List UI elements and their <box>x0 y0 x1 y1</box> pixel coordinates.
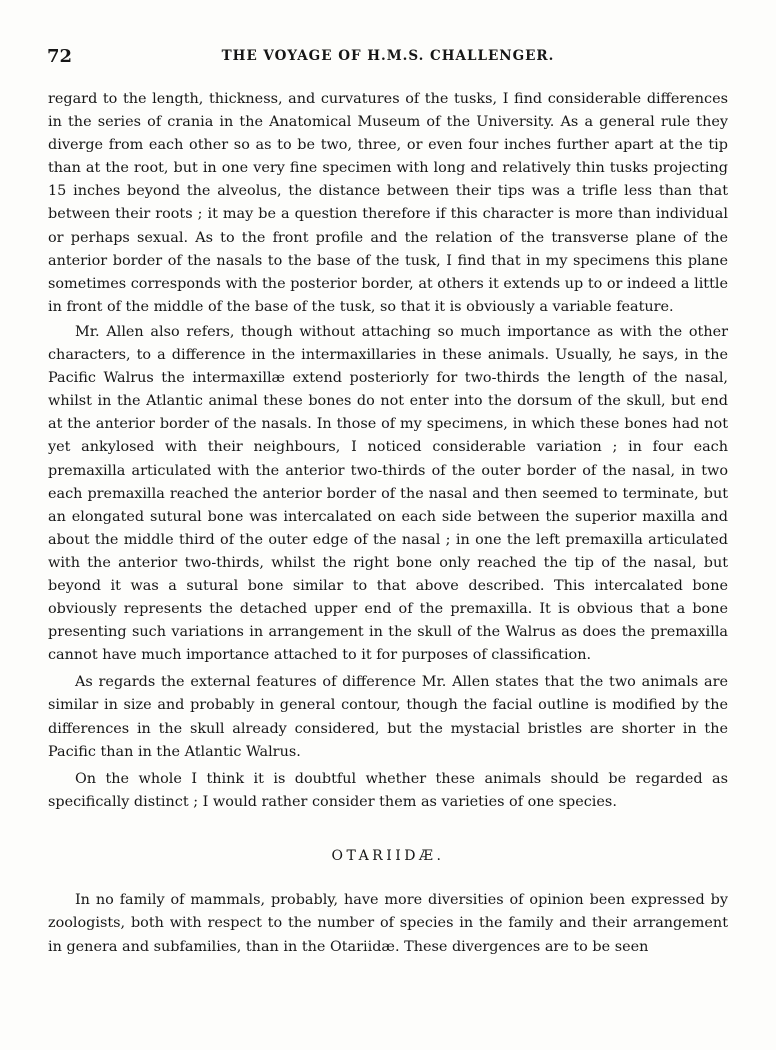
section-title: OTARIIDÆ. <box>331 847 445 864</box>
paragraph-intermaxillaries: Mr. Allen also refers, though without attaching so much importance as with the other characters, to a difference in the intermaxillaries in these animals. Usually, he says, in the Pacific Walrus the intermaxillæ extend posteriorly for two-thirds the length of the nasal, whilst in the Atlantic animal these bones do not enter into the dorsum of the skull, but end at the anterior border of the nasals. In those of my specimens, in which these bones had not yet ankylosed with their neighbours, I noticed considerable variation ; in four each premaxilla articulated with the anterior two-thirds of the outer border of the nasal, in two each premaxilla reached the anterior border of the nasal and then seemed to terminate, but an elongated sutural bone was intercalated on each side between the superior maxilla and about the middle third of the outer edge of the nasal ; in one the left premaxilla articulated with the anterior two-thirds, whilst the right bone only reached the tip of the nasal, but beyond it was a sutural bone similar to that above described. This intercalated bone obviously represents the detached upper end of the premaxilla. It is obvious that a bone presenting such variations in arrangement in the skull of the Walrus as does the premaxilla cannot have much importance attached to it for purposes of classification. <box>48 323 728 664</box>
page-header <box>0 46 776 70</box>
running-head: THE VOYAGE OF H.M.S. CHALLENGER. <box>221 48 555 64</box>
paragraph-otariidae: In no family of mammals, probably, have more diversities of opinion been expressed by zoologists, both with respect to the number of species in the family and their arrangement in genera and subfamilies, than in the Otariidæ. These divergences are to be seen <box>48 891 728 955</box>
paragraph-conclusion: On the whole I think it is doubtful whether these animals should be regarded as specifically distinct ; I would rather consider them as varieties of one species. <box>48 770 728 810</box>
body-text <box>48 88 728 959</box>
page-number: 72 <box>47 46 73 67</box>
paragraph-external-features: As regards the external features of difference Mr. Allen states that the two animals are similar in size and probably in general contour, though the facial outline is modified by the differences in the skull already considered, but the mystacial bristles are shorter in the Pacific than in the Atlantic Walrus. <box>48 674 728 760</box>
paragraph-tusks: regard to the length, thickness, and curvatures of the tusks, I find considerable differences in the series of crania in the Anatomical Museum of the University. As a general rule they diverge from each other so as to be two, three, or even four inches further apart at the tip than at the root, but in one very fine specimen with long and relatively thin tusks projecting 15 inches beyond the alveolus, the distance between their tips was a trifle less than that between their roots ; it may be a question therefore if this character is more than individual or perhaps sexual. As to the front profile and the relation of the transverse plane of the anterior border of the nasals to the base of the tusk, I find that in my specimens this plane sometimes corresponds with the posterior border, at others it extends up to or indeed a little in front of the middle of the base of the tusk, so that it is obviously a variable feature. <box>48 91 728 315</box>
